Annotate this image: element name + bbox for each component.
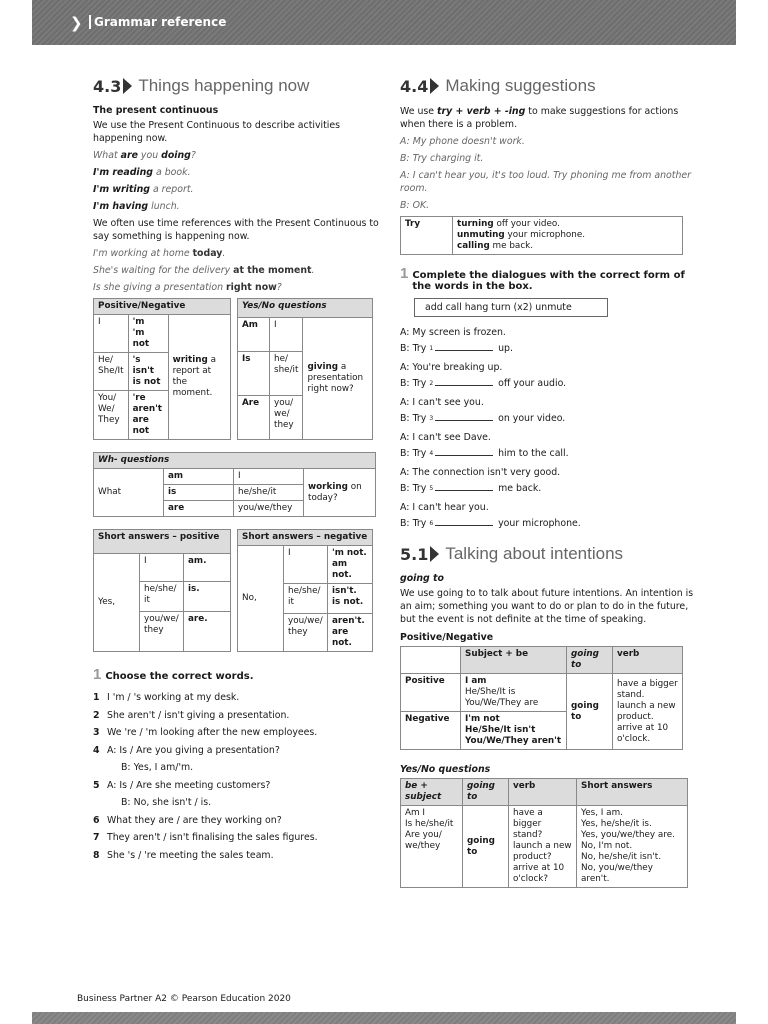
example: What are you doing? <box>93 150 196 161</box>
intro-text-2: We often use time references with the Present Continuous to say something is happening now. <box>93 218 379 242</box>
table-cell: I am He/She/It is You/We/They are <box>461 674 567 712</box>
section-number: 4.3 <box>93 76 122 96</box>
item-number: 8 <box>93 849 100 861</box>
table-cell: 're aren't are not <box>128 391 168 440</box>
item-text: B: Yes, I am/'m. <box>121 762 194 773</box>
item-number: 1 <box>93 692 100 703</box>
table-cell: working on today? <box>304 469 376 517</box>
table-header: Short answers <box>577 779 688 806</box>
table-cell: going to <box>463 806 509 888</box>
dialogue-b: B: Try $^3$ on your video. <box>400 413 566 424</box>
table-header: verb <box>613 647 683 674</box>
wh-questions-table <box>93 452 376 517</box>
table-cell: 's isn't is not <box>128 353 168 391</box>
answer-blank[interactable] <box>435 412 493 421</box>
table-cell: Are <box>238 395 270 439</box>
table-header: verb <box>509 779 577 806</box>
table-header: Short answers – positive <box>94 530 231 554</box>
table-title: Yes/No questions <box>400 764 491 775</box>
table-cell: going to <box>567 674 613 750</box>
table-cell: he/ she/it <box>270 351 303 395</box>
table-cell: am. <box>184 553 231 581</box>
example: I'm working at home today. <box>93 248 226 259</box>
left-column <box>93 76 383 864</box>
item-text: We 're / 'm looking after the new employees. <box>107 727 318 738</box>
dialogue-b: B: Try $^4$ him to the call. <box>400 448 569 459</box>
answer-blank[interactable] <box>435 447 493 456</box>
section-number: 5.1 <box>400 544 429 564</box>
table-header: Yes/No questions <box>238 299 373 318</box>
item-text: B: No, she isn't / is. <box>121 797 212 808</box>
table-cell: writing a report at the moment. <box>168 315 230 440</box>
table-cell: he/she/it <box>234 485 304 501</box>
table-cell: I'm not He/She/It isn't You/We/They aren't <box>461 712 567 750</box>
subheading: The present continuous <box>93 105 219 116</box>
table-cell: isn't. is not. <box>328 584 373 614</box>
chevron-icon <box>123 78 132 94</box>
exercise-item <box>93 689 383 707</box>
item-number: 2 <box>93 709 100 721</box>
table-cell: you/we/they <box>234 501 304 517</box>
exercise-item <box>93 742 383 760</box>
item-text: I 'm / 's working at my desk. <box>107 692 240 703</box>
exercise-item <box>93 812 383 830</box>
table-cell: What <box>94 469 164 517</box>
dialogue-list <box>400 325 696 532</box>
intro-text: We use try + verb + -ing to make suggestions for actions when there is a problem. <box>400 106 679 130</box>
header-title: Grammar reference <box>94 15 227 29</box>
header-bar <box>32 0 736 45</box>
section-title: Talking about intentions <box>445 544 624 563</box>
table-header: Positive/Negative <box>94 299 231 315</box>
positive-negative-table <box>93 298 231 440</box>
table-cell: you/we/ they <box>284 614 328 652</box>
header-divider <box>89 15 91 29</box>
exercise-1-heading <box>93 666 383 683</box>
table-cell: 'm 'm not <box>128 315 168 353</box>
section-4-3-heading <box>93 76 383 96</box>
table-header: Wh- questions <box>94 453 376 469</box>
table-header: going to <box>567 647 613 674</box>
example: I'm writing a report. <box>93 184 194 195</box>
chevron-logo-icon: ❯ <box>70 14 82 32</box>
item-text: She 's / 're meeting the sales team. <box>107 849 274 861</box>
table-cell: Yes, I am. Yes, he/she/it is. Yes, you/we/they are. No, I'm not. No, he/she/it isn't. No, you/we/they aren't. <box>577 806 688 888</box>
exercise-title: Choose the correct words. <box>105 671 254 682</box>
dialogue-b: B: Try $^6$ your microphone. <box>400 518 581 529</box>
chevron-icon <box>430 78 439 94</box>
table-cell: 'm not. am not. <box>328 546 373 584</box>
table-cell: I <box>284 546 328 584</box>
subheading: going to <box>400 573 444 584</box>
dialogue-line: A: My phone doesn't work. <box>400 136 525 147</box>
yes-no-table <box>237 298 373 440</box>
try-table <box>400 216 683 255</box>
item-number: 4 <box>93 744 100 756</box>
going-to-yes-no-table <box>400 778 688 888</box>
dialogue-b: B: Try $^2$ off your audio. <box>400 378 567 389</box>
item-number: 7 <box>93 832 100 843</box>
item-text: A: Is / Are she meeting customers? <box>107 779 271 791</box>
table-cell: giving a presentation right now? <box>303 317 373 439</box>
table-cell: Am <box>238 317 270 351</box>
short-answers-positive-table <box>93 529 231 652</box>
table-cell: you/we/ they <box>140 611 184 651</box>
dialogue-a: A: I can't hear you. <box>400 502 489 513</box>
footer-text: Business Partner A2 © Pearson Education 2020 <box>77 994 291 1004</box>
table-cell: have a bigger stand. launch a new product. arrive at 10 o'clock. <box>613 674 683 750</box>
exercise-item <box>93 707 383 725</box>
item-text: What they are / are they working on? <box>107 814 282 826</box>
example: She's waiting for the delivery at the moment. <box>93 265 315 276</box>
table-cell: turning off your video. unmuting your microphone. calling me back. <box>453 217 683 255</box>
right-column <box>400 76 696 888</box>
table-cell: I <box>270 317 303 351</box>
dialogue-a: A: I can't see you. <box>400 397 484 408</box>
short-answers-negative-table <box>237 529 373 652</box>
table-cell: Yes, <box>94 553 140 651</box>
exercise-number: 1 <box>400 265 409 282</box>
dialogue-a: A: I can't see Dave. <box>400 432 491 443</box>
item-text: She aren't / isn't giving a presentation. <box>107 709 290 721</box>
section-title: Things happening now <box>138 76 310 95</box>
exercise-item <box>93 759 383 777</box>
section-4-4-heading <box>400 76 696 96</box>
table-header <box>401 647 461 674</box>
exercise-item <box>93 829 383 847</box>
dialogue-b: B: Try $^1$ up. <box>400 343 513 354</box>
exercise-title: Complete the dialogues with the correct form of the words in the box. <box>412 270 685 292</box>
table-cell: Negative <box>401 712 461 750</box>
item-text: A: Is / Are you giving a presentation? <box>107 744 280 756</box>
footer-bar <box>32 1012 736 1024</box>
dialogue-line: A: I can't hear you, it's too loud. Try phoning me from another room. <box>400 170 692 194</box>
table-title: Positive/Negative <box>400 632 494 643</box>
table-cell: He/ She/It <box>94 353 129 391</box>
table-cell: Am I Is he/she/it Are you/ we/they <box>401 806 463 888</box>
table-cell: I <box>234 469 304 485</box>
table-cell: Try <box>401 217 453 255</box>
table-header: Short answers – negative <box>238 530 373 546</box>
item-number: 3 <box>93 727 100 738</box>
example: I'm having lunch. <box>93 201 180 212</box>
table-cell: Is <box>238 351 270 395</box>
table-cell: he/she/ it <box>284 584 328 614</box>
short-answer-tables <box>93 529 383 652</box>
word-box: add call hang turn (x2) unmute <box>414 298 608 317</box>
table-cell: No, <box>238 546 284 652</box>
dialogue-line: B: OK. <box>400 200 430 211</box>
answer-blank[interactable] <box>435 517 493 526</box>
table-cell: I <box>94 315 129 353</box>
going-to-positive-negative-table <box>400 646 683 750</box>
section-5-1-heading <box>400 544 696 564</box>
intro-text: We use the Present Continuous to describe activities happening now. <box>93 120 341 144</box>
exercise-number: 1 <box>93 666 102 683</box>
example: I'm reading a book. <box>93 167 191 178</box>
table-header: be + subject <box>401 779 463 806</box>
item-text: They aren't / isn't finalising the sales figures. <box>107 832 318 843</box>
item-number: 5 <box>93 779 100 791</box>
table-cell: are <box>164 501 234 517</box>
section-number: 4.4 <box>400 76 429 96</box>
exercise-1-list <box>93 689 383 864</box>
dialogue-a: A: You're breaking up. <box>400 362 503 373</box>
table-header: going to <box>463 779 509 806</box>
table-cell: he/she/ it <box>140 581 184 611</box>
dialogue-a: A: The connection isn't very good. <box>400 467 561 478</box>
exercise-item <box>93 847 383 865</box>
dialogue-line: B: Try charging it. <box>400 153 484 164</box>
exercise-item <box>93 777 383 795</box>
table-cell: aren't. are not. <box>328 614 373 652</box>
section-title: Making suggestions <box>445 76 596 95</box>
table-cell: You/ We/ They <box>94 391 129 440</box>
table-cell: you/ we/ they <box>270 395 303 439</box>
answer-blank[interactable] <box>435 342 493 351</box>
table-cell: I <box>140 553 184 581</box>
answer-blank[interactable] <box>435 377 493 386</box>
dialogue-b: B: Try $^5$ me back. <box>400 483 542 494</box>
chevron-icon <box>430 546 439 562</box>
table-cell: have a bigger stand? launch a new product? arrive at 10 o'clock? <box>509 806 577 888</box>
exercise-item <box>93 794 383 812</box>
table-cell: is. <box>184 581 231 611</box>
exercise-item <box>93 724 383 742</box>
table-cell: am <box>164 469 234 485</box>
example: Is she giving a presentation right now? <box>93 282 282 293</box>
item-number: 6 <box>93 814 100 826</box>
pn-yn-tables <box>93 298 383 440</box>
table-cell: Positive <box>401 674 461 712</box>
exercise-heading <box>400 265 696 292</box>
table-header: Subject + be <box>461 647 567 674</box>
table-cell: are. <box>184 611 231 651</box>
answer-blank[interactable] <box>435 482 493 491</box>
intro-text: We use going to to talk about future intentions. An intention is an aim; something you want to do or plan to do in the future, but the event is not definite at the time of speaking. <box>400 588 694 625</box>
dialogue-a: A: My screen is frozen. <box>400 327 506 338</box>
table-cell: is <box>164 485 234 501</box>
